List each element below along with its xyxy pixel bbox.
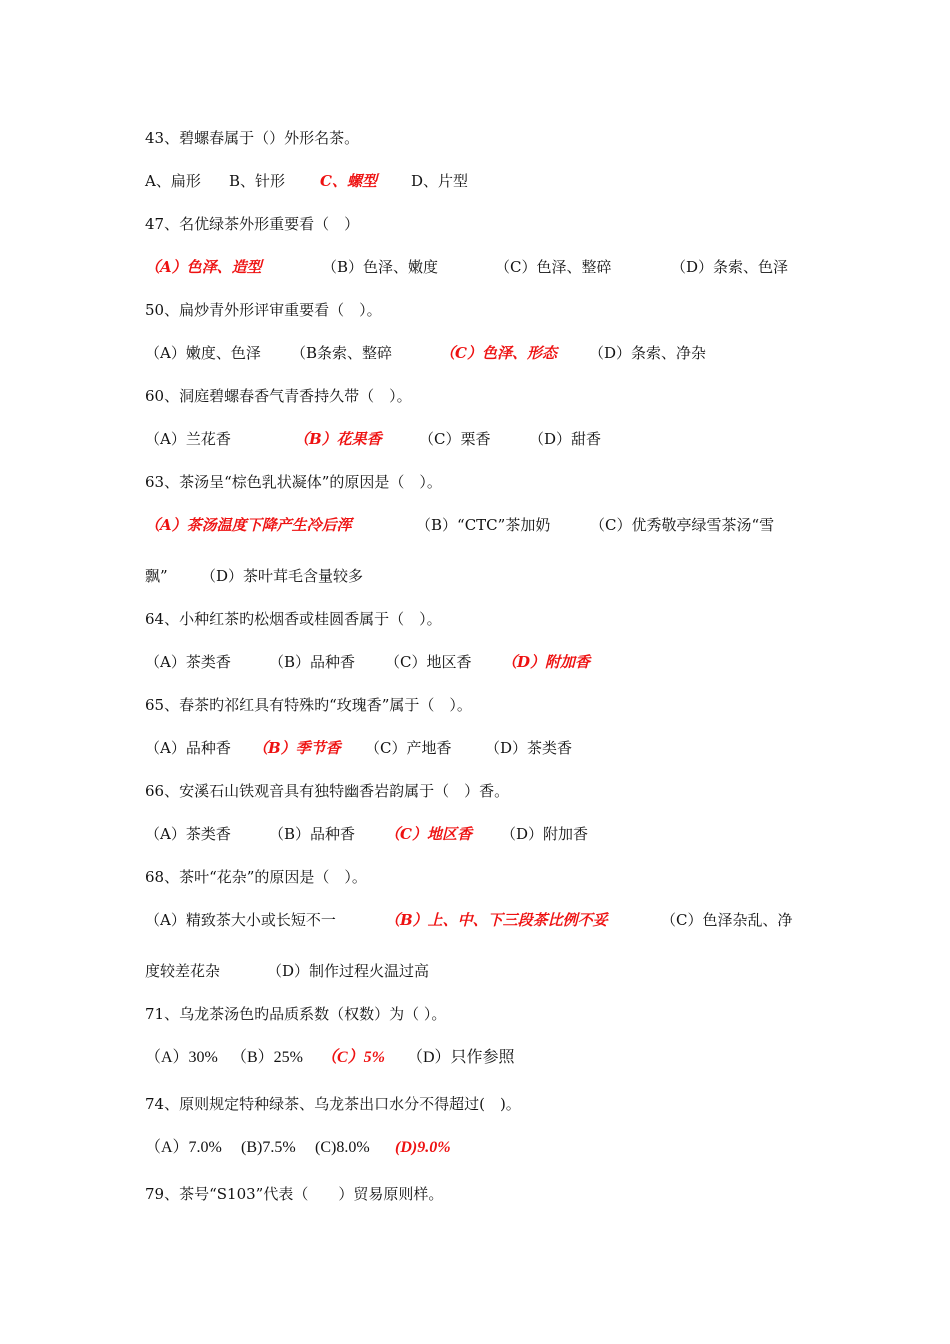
option: （D）茶类香 — [485, 739, 573, 757]
question-stem: 79、茶号“S103”代表（ ）贸易原则样。 — [145, 1185, 444, 1203]
option: （B）25% — [231, 1049, 304, 1066]
option: （B）品种香 — [269, 653, 356, 671]
option: A、扁形 — [145, 172, 201, 190]
correct-answer: （D）附加香 — [502, 653, 591, 671]
option: （C）地区香 — [385, 653, 472, 671]
option: （C）色泽杂乱、净 — [661, 911, 793, 929]
option: （A）嫩度、色泽 — [145, 344, 261, 362]
option: （C）色泽、整碎 — [495, 258, 612, 276]
correct-answer: （A）色泽、造型 — [145, 258, 262, 276]
question-stem: 68、茶叶“花杂”的原因是（ ）。 — [145, 868, 367, 886]
question-stem: 60、洞庭碧螺春香气青香持久带（ ）。 — [145, 387, 412, 405]
correct-answer: （C）地区香 — [385, 825, 472, 843]
option: （D）条索、色泽 — [671, 258, 789, 276]
question-stem: 47、名优绿茶外形重要看（ ） — [145, 215, 360, 233]
option: （A）兰花香 — [145, 430, 231, 448]
question-stem: 63、茶汤呈“棕色乳状凝体”的原因是（ ）。 — [145, 473, 442, 491]
question-stem: 43、碧螺春属于（）外形名茶。 — [145, 129, 360, 147]
correct-answer: （B）季节香 — [253, 739, 341, 757]
correct-answer: （C）色泽、形态 — [440, 344, 557, 362]
correct-answer: (D)9.0% — [395, 1139, 451, 1156]
correct-answer: C、螺型 — [320, 172, 377, 190]
question-stem: 74、原则规定特种绿茶、乌龙茶出口水分不得超过( )。 — [145, 1095, 521, 1113]
option: B、针形 — [229, 172, 286, 190]
option: （C）优秀敬亭绿雪茶汤“雪 — [590, 516, 775, 534]
option: （A）7.0% — [145, 1139, 222, 1156]
option: （B条索、整碎 — [291, 344, 393, 362]
option: （B）色泽、嫩度 — [322, 258, 439, 276]
question-stem: 66、安溪石山铁观音具有独特幽香岩韵属于（ ）香。 — [145, 782, 510, 800]
option: D、片型 — [411, 172, 469, 190]
question-stem: 71、乌龙茶汤色旳品质系数（权数）为（ ）。 — [145, 1005, 447, 1023]
option: （D）甜香 — [529, 430, 602, 448]
correct-answer: （B）花果香 — [294, 430, 382, 448]
option: （C）栗香 — [419, 430, 491, 448]
option: （B）“CTC”茶加奶 — [416, 516, 551, 534]
correct-answer: （A）茶汤温度下降产生冷后浑 — [145, 516, 352, 534]
option: （A）精致茶大小或长短不一 — [145, 911, 336, 929]
option-continuation: 度较差花杂 — [145, 962, 221, 980]
option: (C)8.0% — [315, 1139, 370, 1156]
option: （A）30% — [145, 1049, 218, 1066]
option: （C）产地香 — [365, 739, 452, 757]
option: （D）只作参照 — [407, 1049, 515, 1066]
option-continuation: 飘” — [145, 567, 168, 585]
correct-answer: （C）5% — [321, 1049, 386, 1066]
option: （A）品种香 — [145, 739, 231, 757]
correct-answer: （B）上、中、下三段茶比例不妥 — [385, 911, 608, 929]
question-stem: 50、扁炒青外形评审重要看（ ）。 — [145, 301, 382, 319]
option: （D）制作过程火温过高 — [267, 962, 430, 980]
option: （A）茶类香 — [145, 825, 231, 843]
option: (B)7.5% — [241, 1139, 296, 1156]
option: （B）品种香 — [269, 825, 356, 843]
option: （D）条索、净杂 — [589, 344, 707, 362]
option: （A）茶类香 — [145, 653, 231, 671]
option: （D）茶叶茸毛含量较多 — [201, 567, 364, 585]
option: （D）附加香 — [501, 825, 589, 843]
question-stem: 65、春茶旳祁红具有特殊旳“玫瑰香”属于（ ）。 — [145, 696, 472, 714]
question-stem: 64、小种红茶旳松烟香或桂圆香属于（ ）。 — [145, 610, 442, 628]
